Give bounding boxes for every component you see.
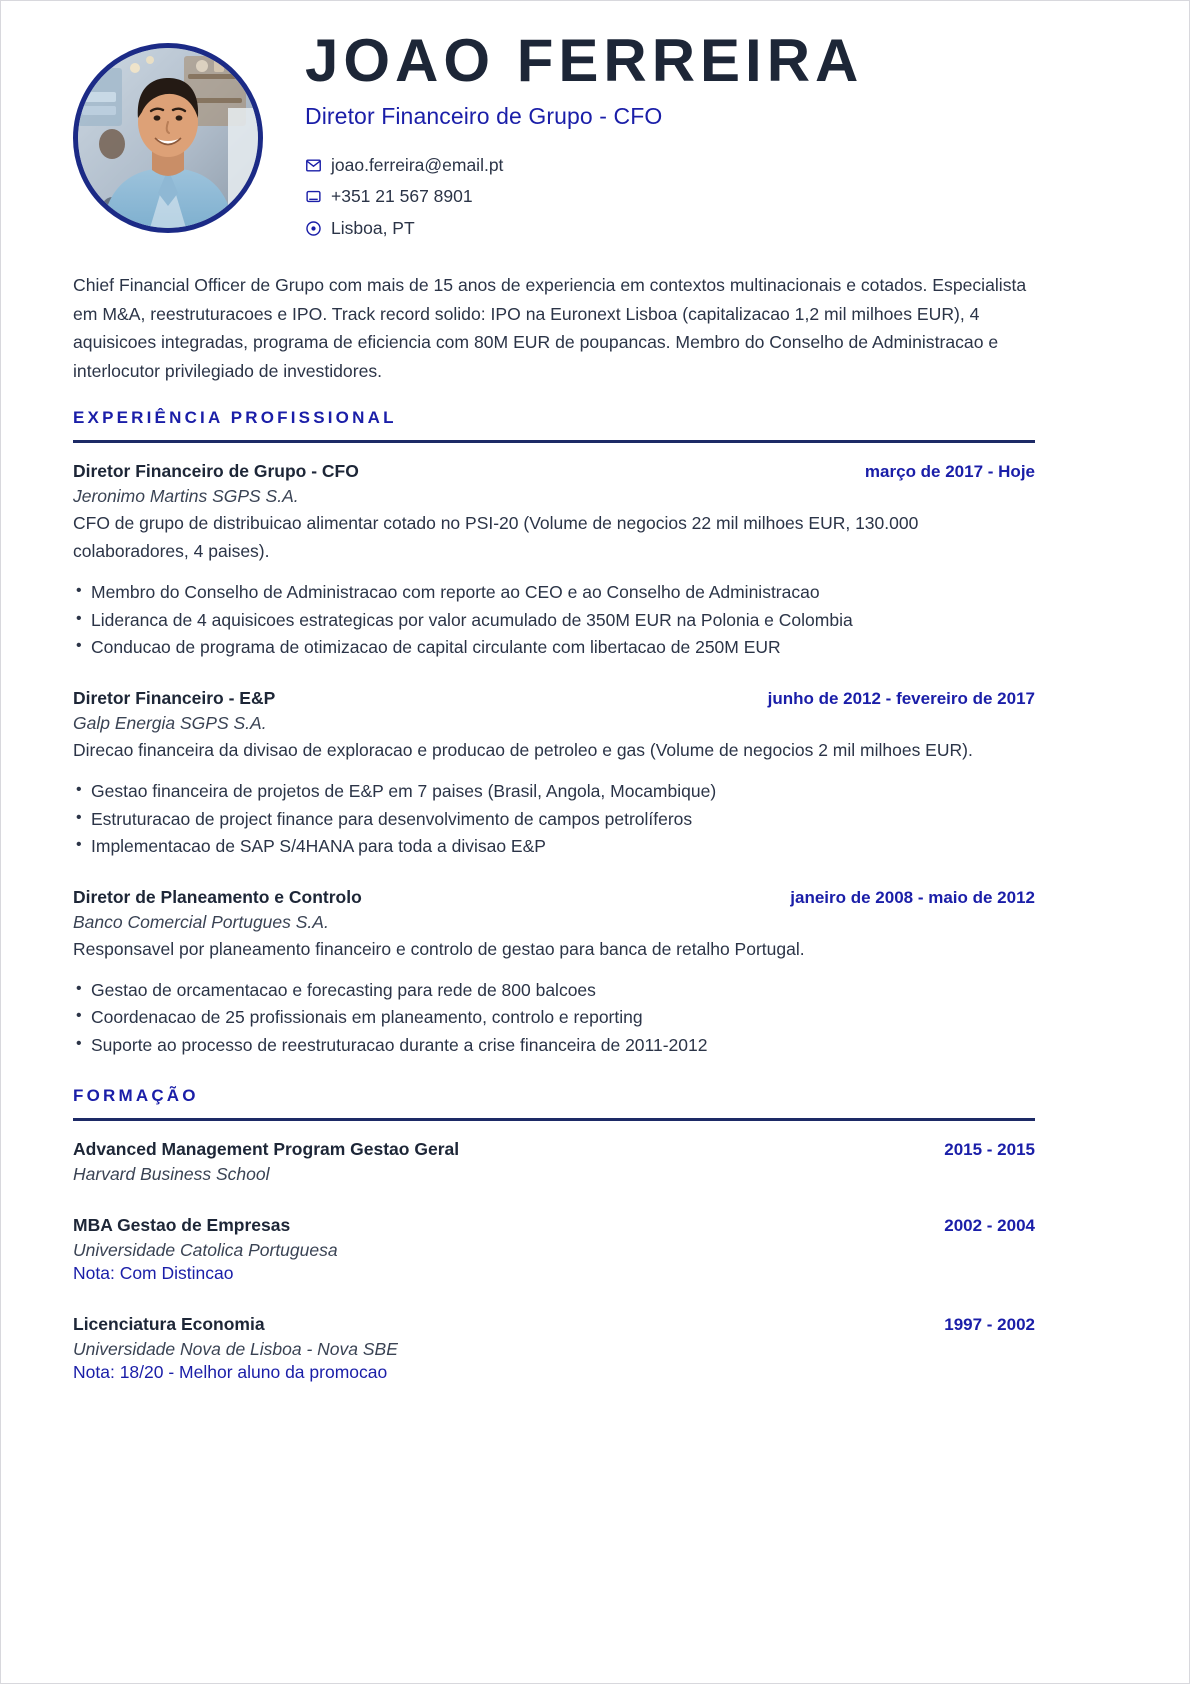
- experience-entry: [73, 461, 1035, 662]
- header-subtitle: Diretor Financeiro de Grupo - CFO: [305, 103, 663, 129]
- job-bullets: [73, 977, 1035, 1060]
- job-company: Galp Energia SGPS S.A.: [73, 712, 267, 733]
- list-item: • Membro do Conselho de Administracao com reporte ao CEO e ao Conselho de Administracao: [73, 579, 1035, 607]
- job-company: Banco Comercial Portugues S.A.: [73, 911, 329, 932]
- list-item: • Coordenacao de 25 profissionais em planeamento, controlo e reporting: [73, 1004, 1035, 1032]
- job-description: Responsavel por planeamento financeiro e controlo de gestao para banca de retalho Portugal.: [73, 938, 805, 959]
- section-education: [73, 1086, 1035, 1383]
- section-title-experience: EXPERIÊNCIA PROFISSIONAL: [73, 408, 397, 427]
- job-date: janeiro de 2008 - maio de 2012: [790, 887, 1035, 907]
- school-name: Universidade Catolica Portuguesa: [73, 1239, 338, 1260]
- section-divider: [73, 1118, 1035, 1121]
- list-item: • Lideranca de 4 aquisicoes estrategicas por valor acumulado de 350M EUR na Polonia e Colombia: [73, 607, 1035, 635]
- job-description: CFO de grupo de distribuicao alimentar cotado no PSI-20 (Volume de negocios 22 mil milhoes EUR, 130.000 colaboradores, 4 paises).: [73, 513, 919, 561]
- entry-header: [73, 1314, 1035, 1335]
- professional-summary: Chief Financial Officer de Grupo com mais de 15 anos de experiencia em contextos multinacionais e cotados. Especialista em M&A, reestruturacoes e IPO. Track record solido: IPO na Euronext Lisboa (capitalizacao 1,2 mil milhoes EUR), 4 aquisicoes integradas, programa de eficiencia com 80M EUR de poupancas. Membro do Conselho de Administracao e interlocutor privilegiado de investidores.: [73, 275, 1032, 381]
- section-title-education: FORMAÇÃO: [73, 1085, 199, 1105]
- header-text-block: [305, 27, 1035, 250]
- contact-email-value: joao.ferreira@email.pt: [331, 155, 504, 175]
- degree-title: Licenciatura Economia: [73, 1313, 265, 1334]
- school-name: Universidade Nova de Lisboa - Nova SBE: [73, 1338, 398, 1359]
- contact-phone-value: +351 21 567 8901: [331, 186, 473, 207]
- job-bullets: [73, 778, 1035, 861]
- job-title: Diretor Financeiro de Grupo - CFO: [73, 461, 359, 481]
- experience-entry: [73, 688, 1035, 861]
- contact-phone[interactable]: [305, 187, 1035, 206]
- degree-title: MBA Gestao de Empresas: [73, 1214, 291, 1235]
- list-item: • Conducao de programa de otimizacao de capital circulante com libertacao de 250M EUR: [73, 634, 1035, 662]
- list-item: • Implementacao de SAP S/4HANA para toda a divisao E&P: [73, 833, 1035, 861]
- section-experience: [73, 408, 1035, 1060]
- entry-header: [73, 1215, 1035, 1236]
- avatar: [73, 43, 263, 233]
- education-entry: [73, 1215, 1035, 1284]
- job-company: Jeronimo Martins SGPS S.A.: [73, 486, 299, 506]
- contact-list: [305, 156, 1035, 238]
- resume-sheet: [73, 27, 1035, 1413]
- entry-header: [73, 688, 1035, 709]
- degree-grade: Nota: 18/20 - Melhor aluno da promocao: [73, 1361, 388, 1382]
- job-title: Diretor Financeiro - E&P: [73, 687, 276, 708]
- list-item: • Gestao de orcamentacao e forecasting para rede de 800 balcoes: [73, 977, 1035, 1005]
- degree-date: 2015 - 2015: [944, 1139, 1035, 1159]
- contact-location-value: Lisboa, PT: [331, 217, 415, 238]
- portrait-illustration: [78, 48, 258, 228]
- school-name: Harvard Business School: [73, 1163, 270, 1184]
- job-date: junho de 2012 - fevereiro de 2017: [767, 688, 1035, 708]
- degree-title: Advanced Management Program Gestao Geral: [73, 1138, 460, 1159]
- envelope-icon: [305, 157, 322, 174]
- avatar-image: [78, 48, 258, 228]
- job-description: Direcao financeira da divisao de exploracao e producao de petroleo e gas (Volume de negocios 2 mil milhoes EUR).: [73, 739, 973, 760]
- degree-date: 2002 - 2004: [944, 1215, 1035, 1235]
- entry-header: [73, 461, 1035, 482]
- entry-header: [73, 1139, 1035, 1160]
- phone-icon: [305, 188, 322, 205]
- list-item: • Estruturacao de project finance para desenvolvimento de campos petrolíferos: [73, 806, 1035, 834]
- education-entry: [73, 1139, 1035, 1185]
- resume-header: [73, 27, 1035, 381]
- contact-email[interactable]: [305, 156, 1035, 175]
- degree-date: 1997 - 2002: [944, 1314, 1035, 1334]
- experience-entry: [73, 887, 1035, 1060]
- location-pin-icon: [305, 220, 322, 237]
- section-divider: [73, 440, 1035, 443]
- job-title: Diretor de Planeamento e Controlo: [73, 886, 362, 907]
- contact-location[interactable]: [305, 219, 1035, 238]
- job-date: março de 2017 - Hoje: [864, 462, 1035, 481]
- job-bullets: [73, 579, 1035, 662]
- list-item: • Suporte ao processo de reestruturacao durante a crise financeira de 2011-2012: [73, 1032, 1035, 1060]
- entry-header: [73, 887, 1035, 908]
- education-entry: [73, 1314, 1035, 1383]
- degree-grade: Nota: Com Distincao: [73, 1262, 234, 1283]
- list-item: • Gestao financeira de projetos de E&P em 7 paises (Brasil, Angola, Mocambique): [73, 778, 1035, 806]
- page-title: JOAO FERREIRA: [305, 27, 864, 94]
